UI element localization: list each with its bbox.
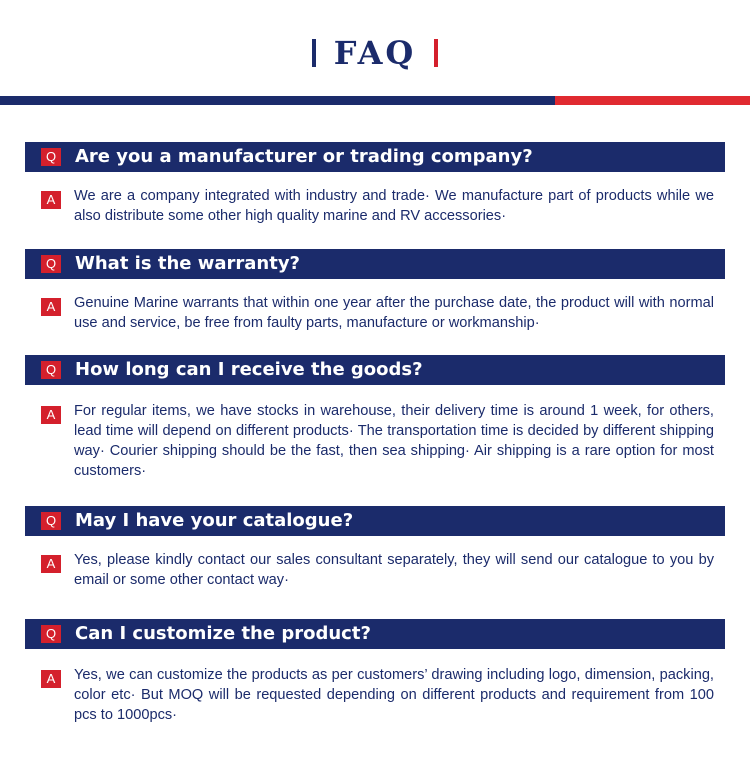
faq-header [0,0,750,96]
question-bar [25,249,725,279]
question-badge: Q [41,148,61,166]
question-text: How long can I receive the goods? [75,359,423,380]
answer-text: Yes, please kindly contact our sales consultant separately, they will send our catalogue to you by email or some other contact way· [74,552,714,588]
question-badge: Q [41,255,61,273]
answer-badge: A [41,670,61,688]
answer-block [25,293,725,333]
question-bar [25,619,725,649]
question-text: Are you a manufacturer or trading company? [75,146,533,167]
question-text: Can I customize the product? [75,623,371,644]
faq-item [25,619,725,725]
question-badge: Q [41,361,61,379]
answer-text: Genuine Marine warrants that within one year after the purchase date, the product will with normal use and service, be free from faulty parts, manufacture or workmanship· [74,295,714,331]
question-badge: Q [41,512,61,530]
divider-red [555,96,750,105]
question-bar [25,142,725,172]
question-text: What is the warranty? [75,253,300,274]
title-left-bar [312,39,316,67]
answer-text: For regular items, we have stocks in warehouse, their delivery time is around 1 week, for others, lead time will depend on different products· The transportation time is decided by different shipping way· Courier shipping should be the fast, then sea shipping· Air shipping is a rare option for most customers· [74,403,714,479]
faq-item [25,142,725,226]
answer-text: Yes, we can customize the products as per customers’ drawing including logo, dimension, packing, color etc· But MOQ will be requested depending on different products and requirement from 100 pcs to 1000pcs· [74,667,714,723]
answer-block [25,665,725,725]
faq-item [25,355,725,481]
question-bar [25,506,725,536]
answer-text: We are a company integrated with industry and trade· We manufacture part of products while we also distribute some other high quality marine and RV accessories· [74,188,714,224]
question-bar [25,355,725,385]
answer-block [25,401,725,481]
answer-block [25,550,725,590]
question-badge: Q [41,625,61,643]
faq-item [25,249,725,333]
answer-block [25,186,725,226]
answer-badge: A [41,555,61,573]
question-text: May I have your catalogue? [75,510,354,531]
answer-badge: A [41,298,61,316]
title-right-bar [434,39,438,67]
answer-badge: A [41,406,61,424]
divider-blue [0,96,555,105]
faq-item [25,506,725,590]
answer-badge: A [41,191,61,209]
title-wrap [0,34,750,72]
page-title: FAQ [333,34,417,72]
